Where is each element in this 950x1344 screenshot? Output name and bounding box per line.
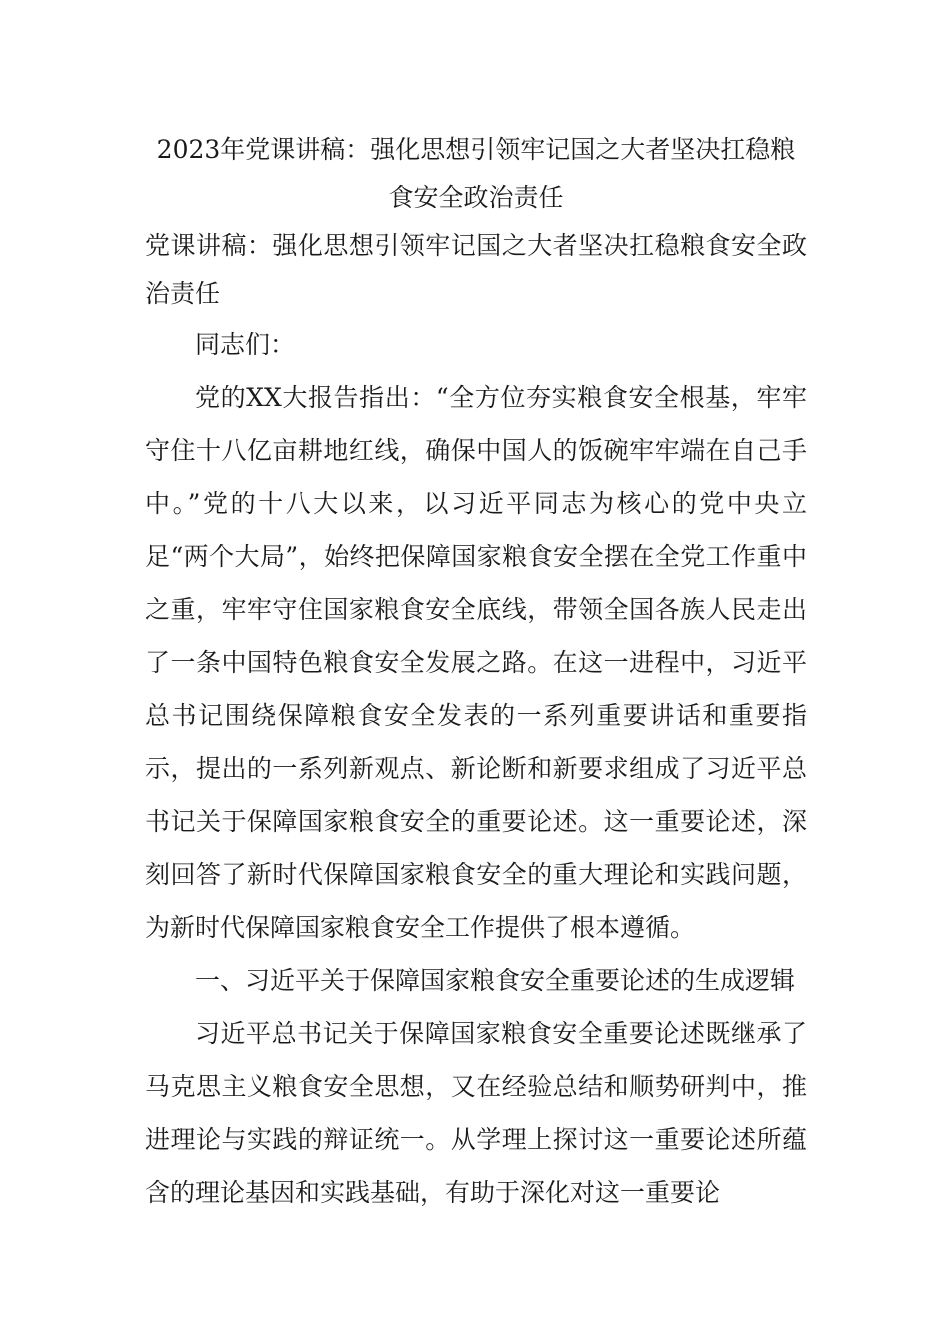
paragraph-1: 党的XX大报告指出：“全方位夯实粮食安全根基，牢牢守住十八亿亩耕地红线，确保中国人的饭碗牢牢端在自己手中。”党的十八大以来，以习近平同志为核心的党中央立足“两个大局”，始终把保障国家粮食安全摆在全党工作重中之重，牢牢守住国家粮食安全底线，带领全国各族人民走出了一条中国特色粮食安全发展之路。在这一进程中，习近平总书记围绕保障粮食安全发表的一系列重要讲话和重要指示，提出的一系列新观点、新论断和新要求组成了习近平总书记关于保障国家粮食安全的重要论述。这一重要论述，深刻回答了新时代保障国家粮食安全的重大理论和实践问题，为新时代保障国家粮食安全工作提供了根本遵循。: [145, 383, 807, 942]
paragraph-2: 习近平总书记关于保障国家粮食安全重要论述既继承了马克思主义粮食安全思想，又在经验总结和顺势研判中，推进理论与实践的辩证统一。从学理上探讨这一重要论述所蕴含的理论基因和实践基础，有助于深化对这一重要论: [145, 1019, 807, 1207]
greeting: 同志们：: [195, 330, 296, 359]
document-title: 2023年党课讲稿：强化思想引领牢记国之大者坚决扛稳粮食安全政治责任: [156, 135, 796, 212]
document-page: [145, 126, 807, 1219]
document-subtitle: 党课讲稿：强化思想引领牢记国之大者坚决扛稳粮食安全政治责任: [145, 231, 807, 308]
section-1-heading: 一、习近平关于保障国家粮食安全重要论述的生成逻辑: [195, 966, 796, 995]
